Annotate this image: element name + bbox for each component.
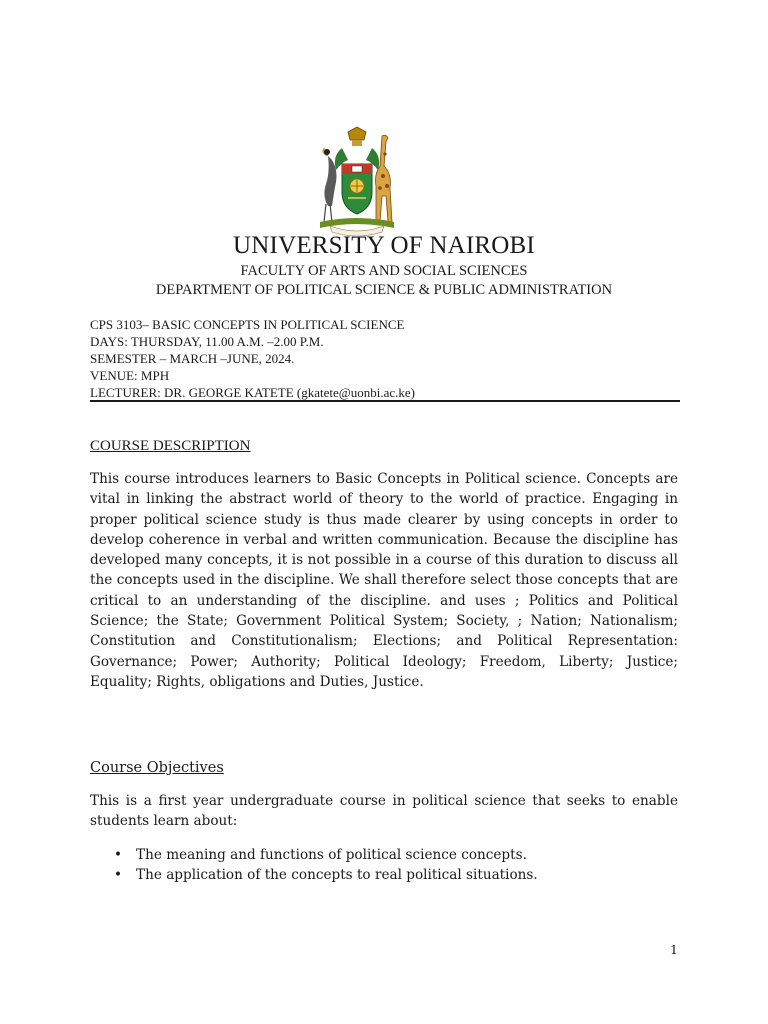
course-objectives-heading: Course Objectives <box>90 760 224 776</box>
bullet-icon: • <box>114 867 123 883</box>
list-item <box>90 865 678 885</box>
department-name: DEPARTMENT OF POLITICAL SCIENCE & PUBLIC ADMINISTRATION <box>155 282 613 298</box>
course-info-block <box>90 316 680 401</box>
objective-text: The application of the concepts to real political situations. <box>136 867 538 883</box>
page-number: 1 <box>670 942 678 957</box>
bullet-icon: • <box>114 847 123 863</box>
objectives-list <box>90 845 678 885</box>
objective-text: The meaning and functions of political science concepts. <box>136 847 527 863</box>
faculty-name: FACULTY OF ARTS AND SOCIAL SCIENCES <box>240 263 528 279</box>
course-days: DAYS: THURSDAY, 11.00 A.M. –2.00 P.M. <box>90 334 324 349</box>
course-semester: SEMESTER – MARCH –JUNE, 2024. <box>90 351 295 366</box>
list-item <box>90 845 678 865</box>
course-description-heading: COURSE DESCRIPTION <box>90 438 251 454</box>
course-objectives-intro: This is a first year undergraduate course in political science that seeks to enable students learn about: <box>90 793 678 830</box>
university-name: UNIVERSITY OF NAIROBI <box>233 232 535 259</box>
course-lecturer: LECTURER: DR. GEORGE KATETE (gkatete@uonbi.ac.ke) <box>90 385 415 400</box>
course-venue: VENUE: MPH <box>90 368 170 383</box>
header-divider <box>90 400 680 402</box>
course-description-text: This course introduces learners to Basic Concepts in Political science. Concepts are vital in linking the abstract world of theory to the world of practice. Engaging in proper political science study is thus made clearer by using concepts in order to develop coherence in verbal and written communication. Because the discipline has developed many concepts, it is not possible in a course of this duration to discuss all the concepts used in the discipline. We shall therefore select those concepts that are critical to an understanding of the discipline. and uses ; Politics and Political Science; the State; Government Political System; Society, ; Nation; Nationalism; Constitution and Constitutionalism; Elections; and Political Representation: Governance; Power; Authority; Political Ideology; Freedom, Liberty; Justice; Equality; Rights, obligations and Duties, Justice. <box>90 471 678 690</box>
university-crest-logo <box>312 126 402 236</box>
course-code-title: CPS 3103– BASIC CONCEPTS IN POLITICAL SCIENCE <box>90 317 405 332</box>
